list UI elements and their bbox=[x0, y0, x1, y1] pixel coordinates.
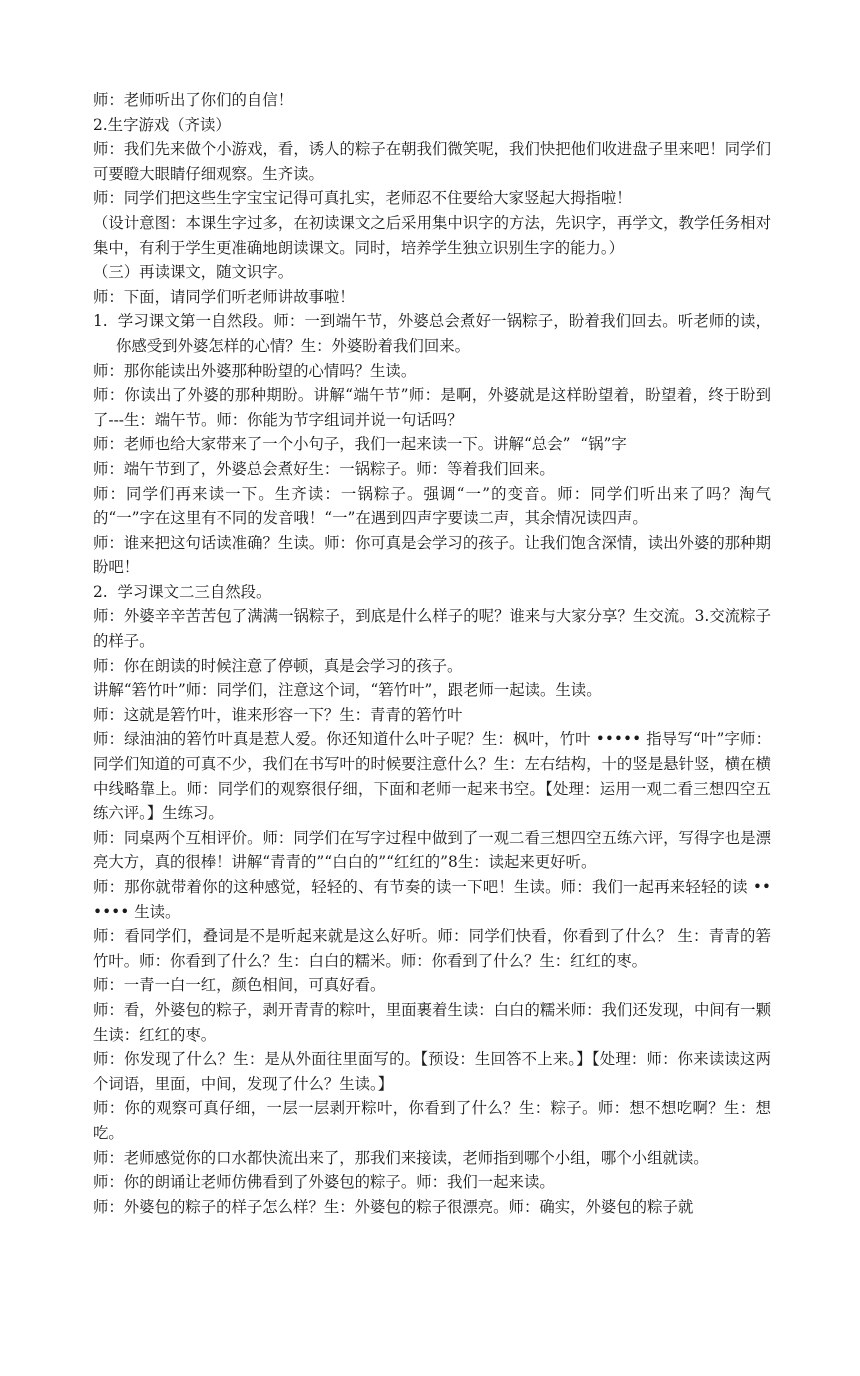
paragraph: 师：一青一白一红，颜色相间，可真好看。 bbox=[93, 976, 386, 995]
document-page bbox=[93, 88, 771, 1219]
section-heading: （三）再读课文，随文识字。 bbox=[93, 263, 294, 282]
paragraph: 师：端午节到了，外婆总会煮好生：一锅粽子。师：等着我们回来。 bbox=[93, 459, 555, 478]
paragraph: 师：同桌两个互相评价。师：同学们在写字过程中做到了一观二看三想四空五练六评，写得字也是漂亮大方，真的很棒！讲解“青青的”“白白的”“红红的”8生：读起来更好听。 bbox=[93, 828, 771, 872]
paragraph: 师：你的观察可真仔细，一层一层剥开粽叶，你看到了什么？生：粽子。师：想不想吃啊？生：想吃。 bbox=[93, 1099, 771, 1142]
numbered-item: 2. 学习课文二三自然段。 bbox=[93, 582, 272, 601]
paragraph: 师：你的朗诵让老师仿佛看到了外婆包的粽子。师：我们一起来读。 bbox=[93, 1173, 555, 1192]
paragraph: 师：下面，请同学们听老师讲故事啦！ bbox=[93, 287, 355, 306]
paragraph: 师：外婆辛辛苦苦包了满满一锅粽子，到底是什么样子的呢？谁来与大家分享？生交流。3.交流粽子的样子。 bbox=[93, 607, 771, 651]
paragraph: 师：我们先来做个小游戏，看，诱人的粽子在朝我们微笑呢，我们快把他们收进盘子里来吧！同学们可要瞪大眼睛仔细观察。生齐读。 bbox=[93, 140, 771, 183]
paragraph: 讲解“箬竹叶”师：同学们，注意这个词，“箬竹叶”，跟老师一起读。生读。 bbox=[93, 681, 602, 700]
paragraph: 师：老师也给大家带来了一个小句子，我们一起来读一下。讲解“总会” “锅”字 bbox=[93, 435, 627, 454]
paragraph: 师：同学们把这些生字宝宝记得可真扎实，老师忍不住要给大家竖起大拇指啦！ bbox=[93, 189, 632, 208]
paragraph: 师：外婆包的粽子的样子怎么样？生：外婆包的粽子很漂亮。师：确实，外婆包的粽子就 bbox=[93, 1197, 694, 1216]
paragraph: 师：同学们再来读一下。生齐读：一锅粽子。强调“一”的变音。师：同学们听出来了吗？淘气的“一”字在这里有不同的发音哦！“一”在遇到四声字要读二声，其余情况读四声。 bbox=[93, 484, 771, 528]
section-heading: 2.生字游戏（齐读） bbox=[93, 115, 231, 134]
paragraph: 师：这就是箬竹叶，谁来形容一下？生：青青的箬竹叶 bbox=[93, 705, 463, 724]
paragraph: 师：老师听出了你们的自信！ bbox=[93, 91, 294, 109]
paragraph: 师：你发现了什么？生：是从外面往里面写的。【预设：生回答不上来。】【处理：师：你来读读这两个词语，里面，中间，发现了什么？生读。】 bbox=[93, 1050, 771, 1093]
paragraph: 师：你在朗读的时候注意了停顿，真是会学习的孩子。 bbox=[93, 656, 463, 675]
design-intent-note: （设计意图：本课生字过多，在初读课文之后采用集中识字的方法，先识字，再学文，教学任务相对集中，有利于学生更准确地朗读课文。同时，培养学生独立识别生字的能力。） bbox=[93, 213, 771, 257]
numbered-item: 1. 学习课文第一自然段。师：一到端午节，外婆总会煮好一锅粽子，盼着我们回去。听老师的读，你感受到外婆怎样的心情？生：外婆盼着我们回来。 bbox=[93, 312, 771, 355]
paragraph: 师：谁来把这句话读准确？生读。师：你可真是会学习的孩子。让我们饱含深情，读出外婆的那种期盼吧！ bbox=[93, 533, 771, 577]
paragraph: 师：那你能读出外婆那种盼望的心情吗？生读。 bbox=[93, 361, 417, 380]
paragraph: 师：看，外婆包的粽子，剥开青青的粽叶，里面裹着生读：白白的糯米师：我们还发现，中间有一颗生读：红红的枣。 bbox=[93, 1000, 771, 1044]
paragraph: 师：你读出了外婆的那种期盼。讲解“端午节”师：是啊，外婆就是这样盼望着，盼望着，终于盼到了---生：端午节。师：你能为节字组词并说一句话吗？ bbox=[93, 386, 771, 429]
paragraph: 师：看同学们，叠词是不是听起来就是这么好听。师：同学们快看，你看到了什么？ 生：青青的箬竹叶。师：你看到了什么？生：白白的糯米。师：你看到了什么？生：红红的枣。 bbox=[93, 927, 771, 970]
paragraph: 师：绿油油的箬竹叶真是惹人爱。你还知道什么叶子呢？生：枫叶，竹叶 ••••• 指导写“叶”字师：同学们知道的可真不少，我们在书写叶的时候要注意什么？生：左右结构，十的竖是悬针竖，横在横中线略靠上。师：同学们的观察很仔细，下面和老师一起来书空。【处理：运用一观二看三想四空五练六评。】生练习。 bbox=[93, 730, 771, 823]
paragraph: 师：那你就带着你的这种感觉，轻轻的、有节奏的读一下吧！生读。师：我们一起再来轻轻的读 •••••• 生读。 bbox=[93, 878, 771, 921]
paragraph: 师：老师感觉你的口水都快流出来了，那我们来接读，老师指到哪个小组，哪个小组就读。 bbox=[93, 1148, 709, 1167]
